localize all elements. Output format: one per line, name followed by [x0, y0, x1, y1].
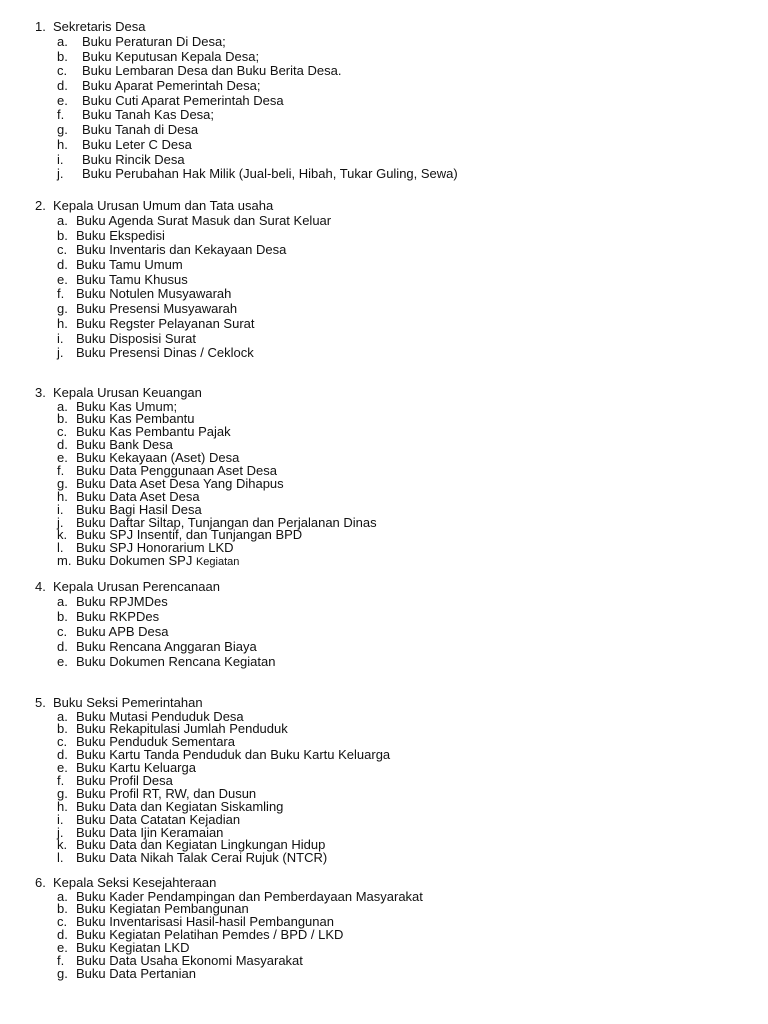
section-item-list [35, 35, 735, 182]
item-text: Buku Rincik Desa [82, 151, 185, 167]
list-item [35, 800, 735, 813]
item-letter: c. [57, 424, 68, 440]
item-text: Buku Kegiatan Pembangunan [76, 901, 249, 917]
section-kepala-urusan-umum [35, 199, 735, 361]
item-text: Buku Ekspedisi [76, 227, 165, 243]
item-text: Buku Data Aset Desa Yang Dihapus [76, 475, 284, 491]
item-text [76, 554, 239, 570]
list-item [35, 477, 735, 490]
item-text: Buku Tamu Khusus [76, 271, 188, 287]
item-letter: g. [57, 965, 68, 981]
item-text: Buku RPJMDes [76, 594, 168, 609]
section-title: Kepala Urusan Perencanaan [53, 579, 220, 594]
item-text: Buku Kas Pembantu [76, 411, 195, 427]
item-text: Buku Penduduk Sementara [76, 734, 235, 750]
item-text: Buku Mutasi Penduduk Desa [76, 708, 244, 724]
list-item [35, 554, 735, 567]
section-item-list [35, 400, 735, 568]
item-text: Buku Rencana Anggaran Biaya [76, 638, 257, 654]
item-letter: g. [57, 301, 68, 317]
section-heading [35, 696, 735, 710]
list-item [35, 258, 735, 273]
item-letter: f. [57, 772, 65, 788]
section-heading [35, 199, 735, 214]
section-heading [35, 876, 735, 890]
item-letter: d. [57, 927, 68, 943]
item-letter: i. [57, 151, 64, 167]
section-seksi-kesejahteraan [35, 876, 735, 980]
item-letter: b. [57, 227, 68, 243]
item-text: Buku Kas Pembantu Pajak [76, 424, 231, 440]
section-heading [35, 20, 735, 35]
item-letter: b. [57, 48, 68, 64]
section-item-list [35, 595, 735, 669]
item-letter: f. [57, 286, 65, 302]
list-item [35, 851, 735, 864]
list-item [35, 138, 735, 153]
item-text: Buku Regster Pelayanan Surat [76, 315, 255, 331]
item-letter: c. [57, 914, 68, 930]
list-item [35, 464, 735, 477]
list-item [35, 332, 735, 347]
list-item [35, 50, 735, 65]
list-item [35, 94, 735, 109]
item-letter: d. [57, 257, 68, 273]
list-item [35, 64, 735, 79]
item-text-main: Buku Dokumen SPJ [76, 553, 196, 569]
item-text: Buku Dokumen Rencana Kegiatan [76, 653, 276, 669]
list-item [35, 490, 735, 503]
list-item [35, 813, 735, 826]
item-letter: j. [57, 345, 64, 361]
item-text: Buku Daftar Siltap, Tunjangan dan Perjalanan Dinas [76, 514, 377, 530]
item-text: Buku Tanah di Desa [82, 122, 199, 138]
item-letter: f. [57, 462, 65, 478]
item-letter: j. [57, 166, 64, 182]
list-item [35, 302, 735, 317]
item-letter: l. [57, 540, 64, 556]
item-letter: j. [57, 824, 64, 840]
item-text: Buku Lembaran Desa dan Buku Berita Desa. [82, 63, 342, 79]
item-letter: e. [57, 92, 68, 108]
item-letter: c. [57, 623, 68, 639]
section-heading [35, 580, 735, 595]
item-text: Buku Leter C Desa [82, 136, 192, 152]
item-text: Buku Perubahan Hak Milik (Jual-beli, Hibah, Tukar Guling, Sewa) [82, 166, 458, 182]
item-letter: i. [57, 330, 64, 346]
item-text: Buku Kas Umum; [76, 398, 178, 414]
item-text-suffix: Kegiatan [195, 556, 240, 569]
section-number: 5. [35, 695, 46, 710]
item-letter: h. [57, 136, 68, 152]
section-title: Kepala Seksi Kesejahteraan [53, 875, 217, 890]
list-item [35, 153, 735, 168]
item-letter: f. [57, 107, 65, 123]
item-text: Buku SPJ Honorarium LKD [76, 540, 234, 556]
item-letter: e. [57, 271, 68, 287]
list-item [35, 167, 735, 182]
item-text: Buku Data Aset Desa [76, 488, 200, 504]
item-text: Buku Kekayaan (Aset) Desa [76, 450, 240, 466]
item-text: Buku Data Usaha Ekonomi Masyarakat [76, 952, 303, 968]
list-item [35, 503, 735, 516]
list-item [35, 214, 735, 229]
section-item-list [35, 890, 735, 980]
item-letter: b. [57, 411, 68, 427]
item-text: Buku Data dan Kegiatan Lingkungan Hidup [76, 837, 326, 853]
item-text: Buku Data Penggunaan Aset Desa [76, 462, 277, 478]
item-letter: e. [57, 653, 68, 669]
item-text: Buku Kegiatan LKD [76, 940, 190, 956]
item-text: Buku Presensi Dinas / Ceklock [76, 345, 254, 361]
item-text: Buku Disposisi Surat [76, 330, 196, 346]
item-letter: h. [57, 315, 68, 331]
item-text: Buku Data Ijin Keramaian [76, 824, 224, 840]
section-kepala-urusan-keuangan [35, 386, 735, 567]
item-text: Buku Kartu Keluarga [76, 760, 196, 776]
list-item [35, 625, 735, 640]
item-letter: g. [57, 122, 68, 138]
list-item [35, 108, 735, 123]
item-letter: c. [57, 242, 68, 258]
list-item [35, 273, 735, 288]
item-letter: e. [57, 760, 68, 776]
item-letter: a. [57, 708, 68, 724]
list-item [35, 229, 735, 244]
item-letter: k. [57, 837, 68, 853]
item-letter: e. [57, 450, 68, 466]
item-letter: a. [57, 34, 68, 49]
item-text: Buku Tamu Umum [76, 257, 183, 273]
item-text: Buku RKPDes [76, 608, 160, 624]
list-item [35, 787, 735, 800]
item-letter: b. [57, 901, 68, 917]
list-item [35, 79, 735, 94]
item-letter: i. [57, 811, 64, 827]
item-letter: h. [57, 488, 68, 504]
item-text: Buku Agenda Surat Masuk dan Surat Keluar [76, 213, 332, 228]
section-title: Kepala Urusan Keuangan [53, 385, 202, 400]
section-number: 6. [35, 875, 46, 890]
item-text: Buku Kartu Tanda Penduduk dan Buku Kartu Keluarga [76, 747, 391, 763]
section-number: 4. [35, 579, 46, 594]
item-text: Buku Inventarisasi Hasil-hasil Pembangunan [76, 914, 334, 930]
list-item [35, 317, 735, 332]
list-item [35, 954, 735, 967]
item-letter: c. [57, 63, 68, 79]
list-item [35, 35, 735, 50]
item-text: Buku Data Nikah Talak Cerai Rujuk (NTCR) [76, 850, 328, 866]
item-text: Buku Profil Desa [76, 772, 173, 788]
list-item [35, 967, 735, 980]
section-title: Sekretaris Desa [53, 19, 146, 34]
item-text: Buku Rekapitulasi Jumlah Penduduk [76, 721, 288, 737]
section-number: 2. [35, 198, 46, 213]
list-item [35, 346, 735, 361]
section-number: 1. [35, 19, 46, 34]
item-text: Buku Data Pertanian [76, 965, 196, 981]
item-letter: l. [57, 850, 64, 866]
item-text: Buku Aparat Pemerintah Desa; [82, 78, 261, 94]
list-item [35, 287, 735, 302]
item-text: Buku Inventaris dan Kekayaan Desa [76, 242, 287, 258]
item-letter: g. [57, 785, 68, 801]
list-item [35, 123, 735, 138]
item-letter: e. [57, 940, 68, 956]
item-text: Buku Bank Desa [76, 437, 173, 453]
item-letter: d. [57, 747, 68, 763]
item-text: Buku Peraturan Di Desa; [82, 34, 226, 49]
list-item [35, 640, 735, 655]
item-text: Buku Keputusan Kepala Desa; [82, 48, 260, 64]
section-heading [35, 386, 735, 400]
item-letter: a. [57, 213, 68, 228]
item-text: Buku Cuti Aparat Pemerintah Desa [82, 92, 284, 108]
item-letter: b. [57, 608, 68, 624]
item-text: Buku Bagi Hasil Desa [76, 501, 202, 517]
item-text: Buku Kegiatan Pelatihan Pemdes / BPD / LKD [76, 927, 344, 943]
item-text: Buku APB Desa [76, 623, 169, 639]
item-letter: h. [57, 798, 68, 814]
item-letter: a. [57, 594, 68, 609]
list-item [35, 774, 735, 787]
item-text: Buku Notulen Musyawarah [76, 286, 232, 302]
item-text: Buku Tanah Kas Desa; [82, 107, 215, 123]
item-text: Buku SPJ Insentif, dan Tunjangan BPD [76, 527, 303, 543]
item-text: Buku Kader Pendampingan dan Pemberdayaan Masyarakat [76, 888, 423, 904]
item-letter: a. [57, 888, 68, 904]
item-text: Buku Data Catatan Kejadian [76, 811, 241, 827]
section-item-list [35, 214, 735, 361]
item-text: Buku Data dan Kegiatan Siskamling [76, 798, 284, 814]
list-item [35, 243, 735, 258]
item-text: Buku Presensi Musyawarah [76, 301, 238, 317]
item-letter: j. [57, 514, 64, 530]
section-sekretaris-desa [35, 20, 735, 182]
section-number: 3. [35, 385, 46, 400]
item-text: Buku Profil RT, RW, dan Dusun [76, 785, 257, 801]
list-item [35, 595, 735, 610]
list-item [35, 610, 735, 625]
item-letter: g. [57, 475, 68, 491]
section-title: Buku Seksi Pemerintahan [53, 695, 203, 710]
item-letter: d. [57, 638, 68, 654]
item-letter: d. [57, 78, 68, 94]
item-letter: b. [57, 721, 68, 737]
section-seksi-pemerintahan [35, 696, 735, 864]
item-letter: d. [57, 437, 68, 453]
section-item-list [35, 710, 735, 865]
item-letter: c. [57, 734, 68, 750]
item-letter: a. [57, 398, 68, 414]
item-letter: f. [57, 952, 65, 968]
list-item [35, 655, 735, 670]
section-kepala-urusan-perencanaan [35, 580, 735, 669]
item-letter: k. [57, 527, 68, 543]
section-title: Kepala Urusan Umum dan Tata usaha [53, 198, 274, 213]
item-letter: i. [57, 501, 64, 517]
item-letter: m. [57, 553, 72, 569]
